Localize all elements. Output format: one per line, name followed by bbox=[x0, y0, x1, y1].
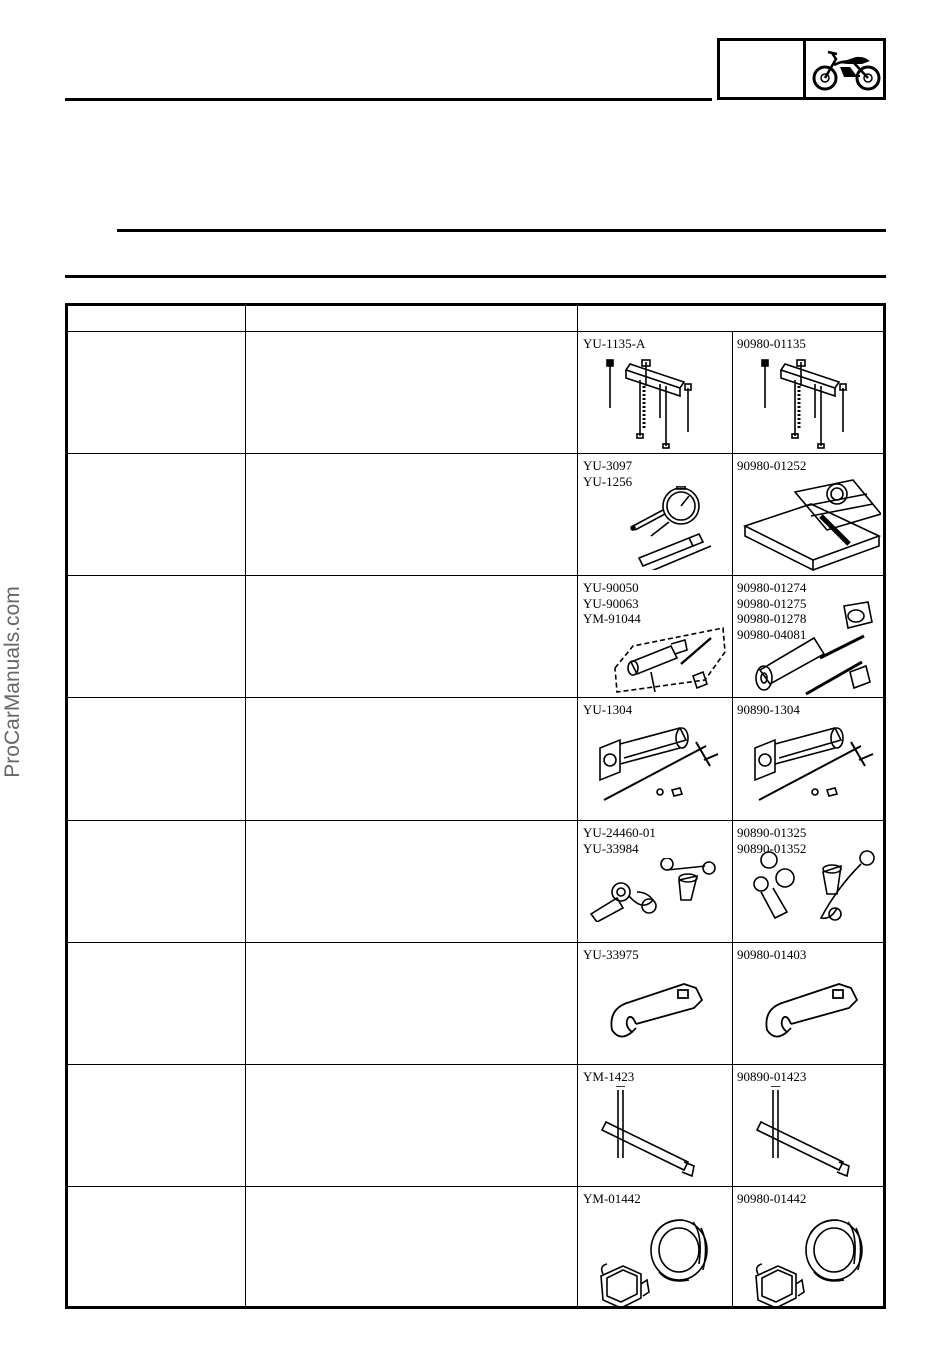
tool-number-us: YU-90050 YU-90063 YM-91044 bbox=[583, 580, 641, 626]
subsection-rule bbox=[65, 275, 886, 278]
tool-number-us: YU-1135-A bbox=[583, 336, 646, 351]
piston-pin-puller-illustration bbox=[751, 726, 877, 810]
radiator-cap-tester-illustration bbox=[587, 858, 721, 922]
dial-gauge-set-illustration bbox=[741, 476, 881, 572]
special-tools-table bbox=[65, 303, 886, 1309]
header-icon-box bbox=[803, 38, 886, 100]
tool-number-us: YU-33975 bbox=[583, 947, 639, 962]
header-divider bbox=[68, 331, 883, 332]
header-rule bbox=[65, 98, 712, 101]
tool-number-us: YM-1423 bbox=[583, 1069, 635, 1084]
tool-number-us: YM-01442 bbox=[583, 1191, 641, 1206]
tool-number-us: YU-1304 bbox=[583, 702, 633, 717]
dial-gauge-set-illustration bbox=[623, 486, 723, 570]
radiator-cap-tester-illustration bbox=[741, 848, 877, 924]
dirt-bike-icon bbox=[810, 47, 882, 98]
steering-nut-wrench-illustration bbox=[761, 978, 865, 1042]
row-divider bbox=[68, 453, 883, 454]
tool-number-jp: 90980-01442 bbox=[737, 1191, 807, 1206]
tool-number-jp: 90980-01252 bbox=[737, 458, 807, 473]
row-divider bbox=[68, 1064, 883, 1065]
tool-number-jp: 90890-01325 90890-01352 bbox=[737, 825, 807, 856]
steering-nut-wrench-illustration bbox=[606, 978, 710, 1042]
section-rule bbox=[117, 229, 886, 232]
tool-number-jp: 90890-01423 bbox=[737, 1069, 807, 1084]
crankshaft-installing-tool-illustration bbox=[611, 624, 727, 694]
column-divider bbox=[245, 306, 246, 1306]
crankshaft-installing-tool-illustration bbox=[750, 598, 874, 698]
row-divider bbox=[68, 1186, 883, 1187]
damper-rod-holder-illustration bbox=[598, 1086, 702, 1182]
column-divider bbox=[577, 306, 578, 1306]
crankcase-separating-tool-illustration bbox=[598, 358, 708, 450]
row-divider bbox=[68, 942, 883, 943]
header-section-box bbox=[717, 38, 806, 100]
fork-seal-driver-illustration bbox=[593, 1214, 711, 1310]
tool-number-us: YU-24460-01 YU-33984 bbox=[583, 825, 656, 856]
tool-number-jp: 90980-01274 90980-01275 90980-01278 90980-04081 bbox=[737, 580, 807, 642]
tool-number-us: YU-3097 YU-1256 bbox=[583, 458, 633, 489]
fork-seal-driver-illustration bbox=[748, 1214, 866, 1310]
tool-number-jp: 90890-1304 bbox=[737, 702, 800, 717]
column-divider bbox=[732, 331, 733, 1306]
watermark: ProCarManuals.com bbox=[1, 586, 24, 778]
tool-number-jp: 90980-01403 bbox=[737, 947, 807, 962]
tool-number-jp: 90980-01135 bbox=[737, 336, 806, 351]
row-divider bbox=[68, 575, 883, 576]
damper-rod-holder-illustration bbox=[753, 1086, 857, 1182]
crankcase-separating-tool-illustration bbox=[753, 358, 863, 450]
row-divider bbox=[68, 820, 883, 821]
piston-pin-puller-illustration bbox=[596, 726, 722, 810]
